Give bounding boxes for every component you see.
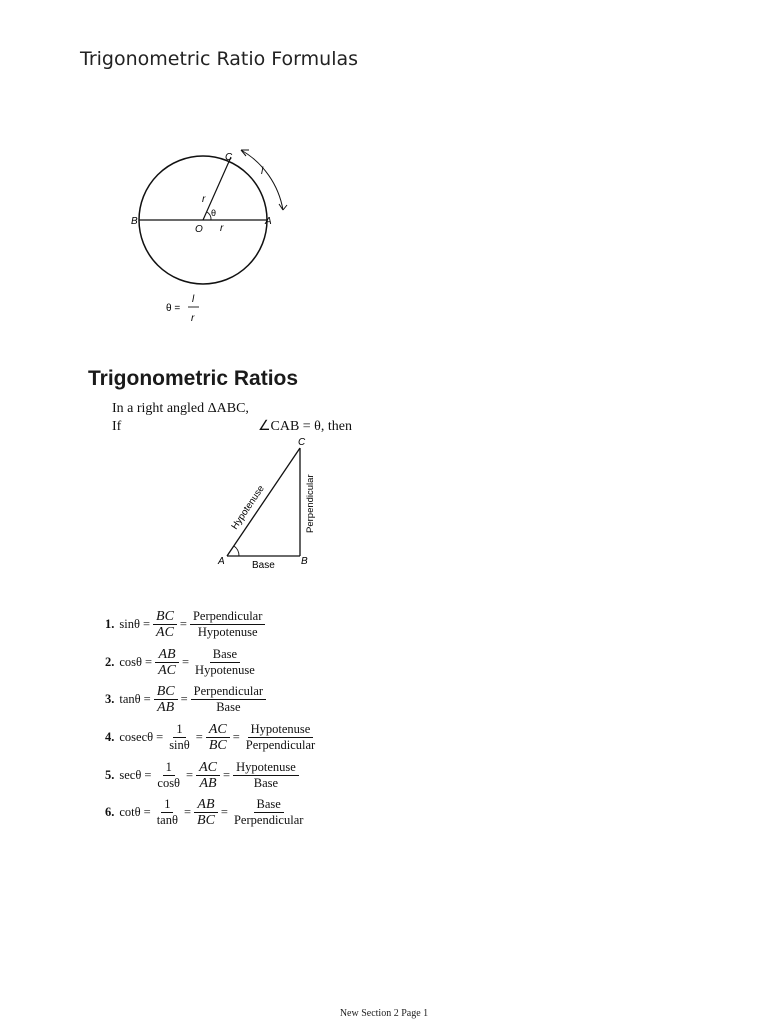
formula-lhs: sinθ [119, 617, 140, 632]
reciprocal-fraction: $\frac{1}{\tan\theta}$ [156, 797, 178, 828]
formula-lhs: θ = [166, 303, 181, 314]
label-theta: θ [211, 208, 217, 218]
formula-row: 6. cotθ = $\frac{1}{\tan\theta}$ = $\frac{AB}{BC}$ = $\frac{\text{Base}}{\text{Perpendicular}}$ [105, 794, 318, 832]
ratio-fraction: $\frac{BC}{AC}$ [153, 609, 177, 640]
formula-number: 6. [105, 805, 115, 820]
ratio-fraction: $\frac{AB}{AC}$ [155, 647, 179, 678]
section-title: Trigonometric Ratios [88, 367, 299, 390]
label-b: B [131, 216, 138, 227]
tri-label-c: C [298, 437, 306, 448]
ratio-fraction: $\frac{AC}{AB}$ [196, 760, 220, 791]
tri-label-a: A [218, 556, 225, 567]
word-fraction: $\frac{\text{Hypotenuse}}{\text{Perpendicular}}$ [245, 722, 316, 753]
formula-number: 5. [105, 767, 115, 782]
intro-condition: ∠CAB = θ, then [257, 419, 352, 434]
label-arc-l: l [261, 166, 264, 177]
tri-label-base: Base [252, 560, 275, 571]
formula-lhs: tanθ [119, 692, 141, 707]
ratio-fraction: $\frac{AB}{BC}$ [194, 797, 218, 828]
word-fraction: $\frac{\text{Perpendicular}}{\text{Base}}$ [191, 684, 266, 715]
label-a: A [265, 216, 272, 227]
formula-number: 1. [105, 617, 115, 632]
formula-number: 4. [105, 730, 115, 745]
formula-row: 3. tanθ = $\frac{BC}{AB}$ = $\frac{\text{Perpendicular}}{\text{Base}}$ [105, 681, 318, 719]
formula-number: 3. [105, 692, 115, 707]
word-fraction: $\frac{\text{Base}}{\text{Perpendicular}}$ [233, 797, 304, 828]
radius-line [203, 157, 231, 220]
label-c: C [225, 152, 233, 163]
tri-label-b: B [301, 556, 308, 567]
label-o: O [195, 224, 203, 235]
formula-row: 5. secθ = $\frac{1}{\cos\theta}$ = $\frac{AC}{AB}$ = $\frac{\text{Hypotenuse}}{\text{Base}}$ [105, 756, 318, 794]
arc-length-curve [241, 150, 283, 210]
word-fraction: $\frac{\text{Hypotenuse}}{\text{Base}}$ [233, 760, 299, 791]
angle-a-arc [234, 546, 239, 556]
formula-lhs: cotθ [119, 805, 141, 820]
formula-number: 2. [105, 654, 115, 669]
ratio-fraction: $\frac{BC}{AB}$ [154, 684, 178, 715]
ratio-fraction: $\frac{AC}{BC}$ [206, 722, 230, 753]
triangle-diagram [215, 435, 325, 575]
formula-row: 4. cosecθ = $\frac{1}{\sin\theta}$ = $\frac{AC}{BC}$ = $\frac{\text{Hypotenuse}}{\text{Perpendicular}}$ [105, 719, 318, 757]
intro-if: If [112, 419, 122, 434]
intro-line2 [112, 418, 352, 436]
formula-lhs: cosθ [119, 654, 143, 669]
page-title: Trigonometric Ratio Formulas [80, 48, 359, 70]
label-r-radius: r [202, 194, 206, 205]
word-fraction: $\frac{\text{Perpendicular}}{\text{Hypotenuse}}$ [190, 609, 265, 640]
formula-lhs: cosecθ [119, 730, 154, 745]
tri-label-hypotenuse: Hypotenuse [229, 483, 267, 532]
formula-num: l [192, 294, 195, 305]
formula-row: 2. cosθ = $\frac{AB}{AC}$ = $\frac{\text{Base}}{\text{Hypotenuse}}$ [105, 644, 318, 682]
formula-list [105, 606, 318, 832]
intro-line1: In a right angled ΔABC, [112, 401, 249, 416]
intro-text [112, 400, 352, 436]
word-fraction: $\frac{\text{Base}}{\text{Hypotenuse}}$ [195, 646, 255, 677]
arrowhead-bottom [279, 204, 287, 210]
reciprocal-fraction: $\frac{1}{\cos\theta}$ [157, 759, 181, 790]
triangle-hypotenuse [227, 448, 300, 556]
formula-den: r [191, 313, 195, 324]
formula-lhs: secθ [119, 767, 142, 782]
tri-label-perpendicular: Perpendicular [305, 474, 316, 533]
circle-diagram [125, 140, 295, 330]
page-footer: New Section 2 Page 1 [339, 1008, 429, 1019]
reciprocal-fraction: $\frac{1}{\sin\theta}$ [169, 722, 190, 753]
formula-row: 1. sinθ = $\frac{BC}{AC}$ = $\frac{\text{Perpendicular}}{\text{Hypotenuse}}$ [105, 606, 318, 644]
label-r-base: r [220, 223, 224, 234]
